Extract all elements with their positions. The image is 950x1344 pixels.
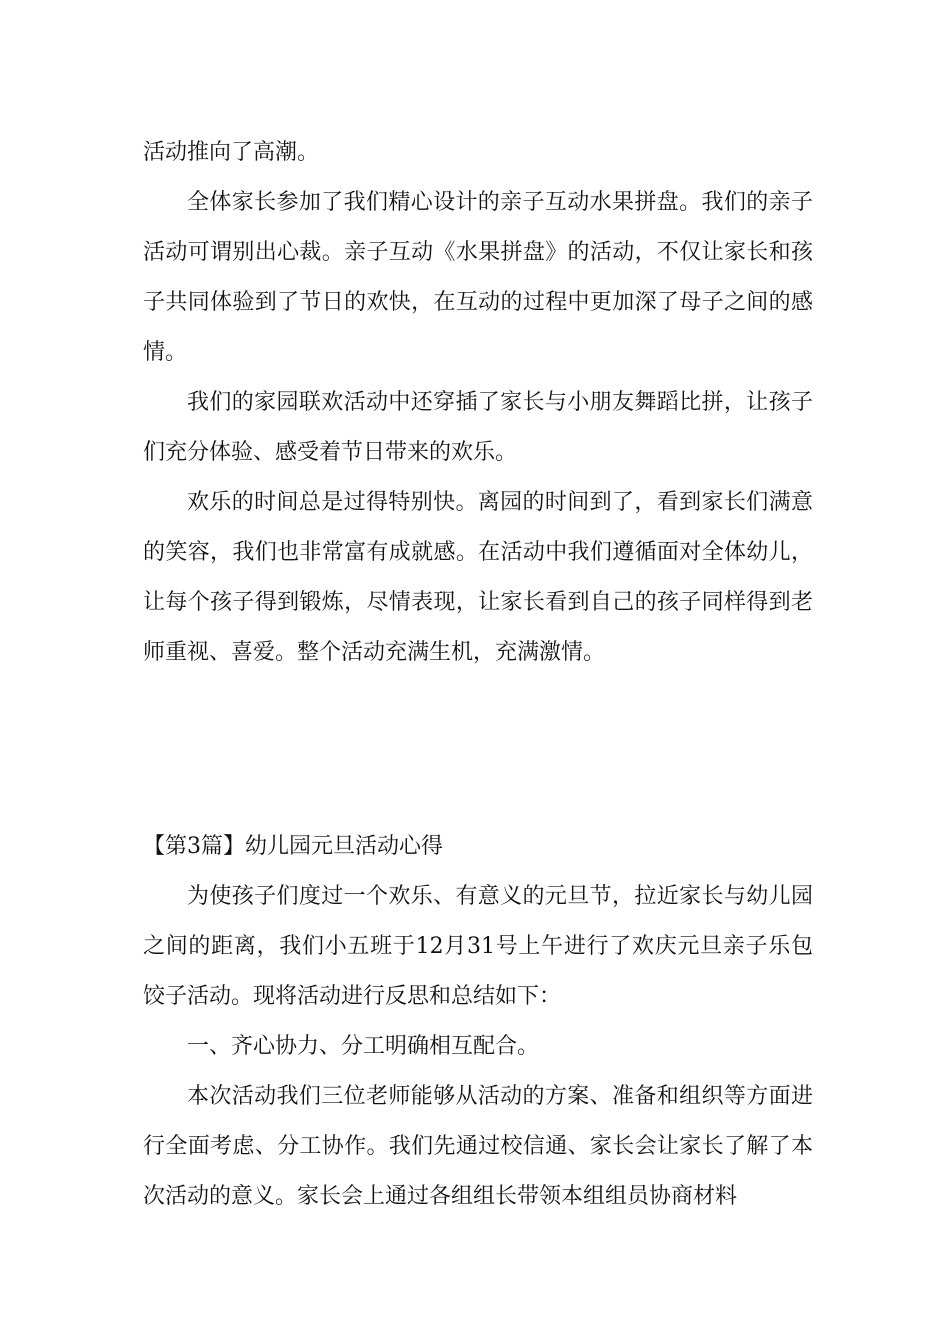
paragraph-continuation: 活动推向了高潮。 <box>143 140 320 165</box>
paragraph-teachers: 本次活动我们三位老师能够从活动的方案、准备和组织等方面进行全面考虑、分工协作。我们先通过校信通、家长会让家长了解了本次活动的意义。家长会上通过各组组长带领本组组员协商材料 <box>143 1084 813 1209</box>
section-previous-article <box>143 128 813 678</box>
paragraph-point-one: 一、齐心协力、分工明确相互配合。 <box>187 1034 540 1059</box>
paragraph-happy-time: 欢乐的时间总是过得特别快。离园的时间到了，看到家长们满意的笑容，我们也非常富有成就感。在活动中我们遵循面对全体幼儿，让每个孩子得到锻炼，尽情表现，让家长看到自己的孩子同样得到老师重视、喜爱。整个活动充满生机，充满激情。 <box>143 490 813 665</box>
paragraph-dance-contest: 我们的家园联欢活动中还穿插了家长与小朋友舞蹈比拼，让孩子们充分体验、感受着节日带来的欢乐。 <box>143 390 813 465</box>
section-article-3 <box>143 822 813 1222</box>
paragraph-intro: 为使孩子们度过一个欢乐、有意义的元旦节，拉近家长与幼儿园之间的距离，我们小五班于12月31号上午进行了欢庆元旦亲子乐包饺子活动。现将活动进行反思和总结如下： <box>143 884 813 1009</box>
paragraph-fruit-platter: 全体家长参加了我们精心设计的亲子互动水果拼盘。我们的亲子活动可谓别出心裁。亲子互动《水果拼盘》的活动，不仅让家长和孩子共同体验到了节日的欢快，在互动的过程中更加深了母子之间的感情。 <box>143 190 813 365</box>
article-heading: 【第3篇】幼儿园元旦活动心得 <box>143 834 443 859</box>
